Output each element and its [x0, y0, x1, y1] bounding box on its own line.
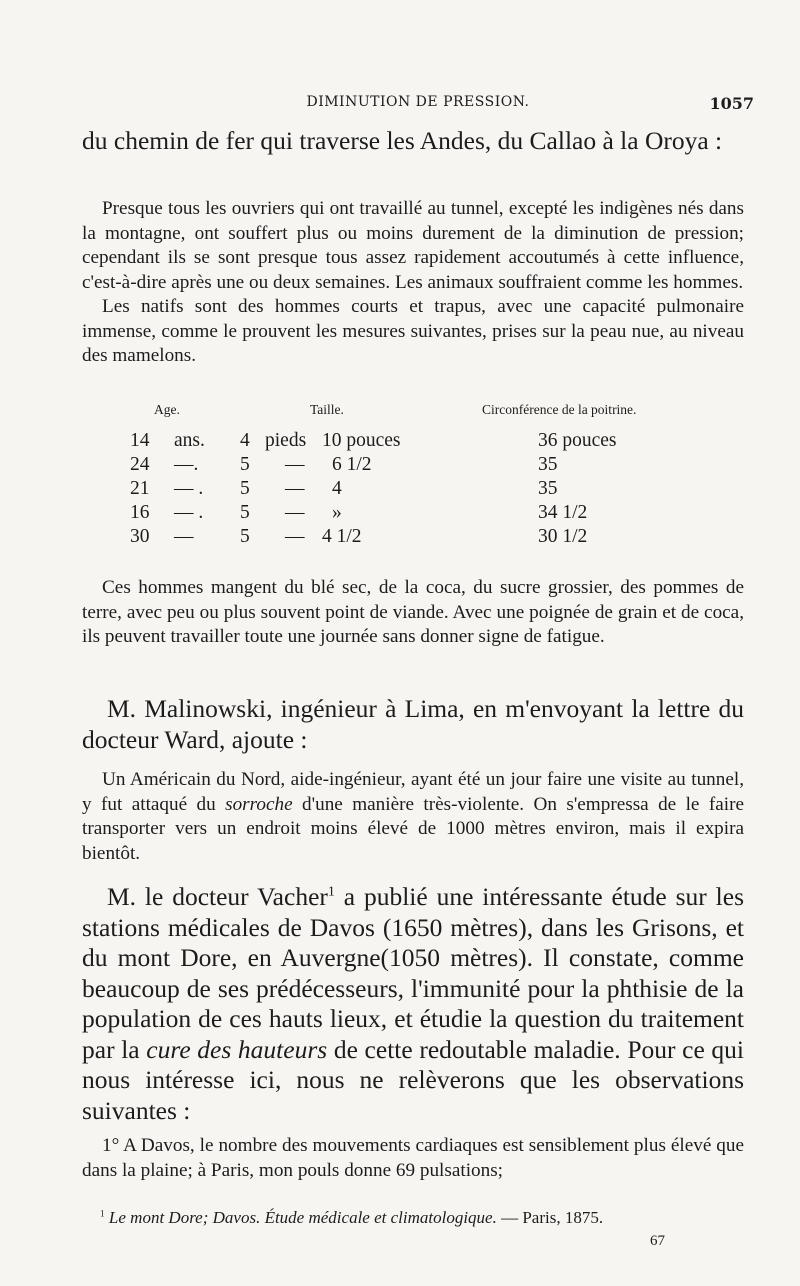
- table-row: 21 — . 5 — 4 35: [130, 478, 558, 499]
- running-title: DIMINUTION DE PRESSION.: [306, 94, 530, 110]
- signature-mark: 67: [650, 1233, 665, 1249]
- table-row: 16 — . 5 — » 34 1/2: [130, 502, 588, 523]
- quote-ward-p2: Les natifs sont des hommes courts et trapus, avec une capacité pulmonaire immense, comme le prouvent les mesures suivantes, prises sur la peau nue, au niveau des mamelons.: [82, 296, 744, 366]
- quote-ward-p1: Presque tous les ouvriers qui ont travaillé au tunnel, excepté les indigènes nés dans la montagne, ont souffert plus ou moins durement de la diminution de pression; cependant ils se sont presque tous assez rapidement accoutumés à cette influence, c'est-à-dire après une ou deux semaines. Les animaux souffraient comme les hommes.: [82, 198, 744, 293]
- italic-term: sorroche: [225, 793, 293, 815]
- table-row: 24 —. 5 — 6 1/2 35: [130, 454, 558, 475]
- quote-ward: [82, 197, 744, 369]
- vacher-paragraph: M. le docteur Vacher$^1$ a publié une intéressante étude sur les stations médicales de Davos (1650 mètres), dans les Grisons, et du mont Dore, en Auvergne(1050 mètres). Il constate, comme beaucoup de ses prédécesseurs, l'immunité pour la phthisie de la population de ces hauts lieux, et étudie la question du traitement par la cure des hauteurs de cette redoutable maladie. Pour ce qui nous intéresse ici, nous ne relèverons que les observations suivantes :: [82, 882, 745, 1125]
- malinowski-paragraph: M. Malinowski, ingénieur à Lima, en m'envoyant la lettre du docteur Ward, ajoute :: [82, 694, 744, 754]
- intro-paragraph: du chemin de fer qui traverse les Andes, du Callao à la Oroya :: [82, 126, 723, 155]
- italic-term: cure des hauteurs: [146, 1034, 328, 1064]
- table-header-height: Taille.: [310, 402, 344, 417]
- footnote: $^1$ Le mont Dore; Davos. Étude médicale et climatologique. — Paris, 1875.: [100, 1208, 604, 1227]
- table-row: 30 — 5 — 4 1/2 30 1/2: [130, 526, 588, 547]
- table-header-chest: Circonférence de la poitrine.: [482, 402, 637, 417]
- davos-observation: 1° A Davos, le nombre des mouvements cardiaques est sensiblement plus élevé que dans la plaine; à Paris, mon pouls donne 69 pulsations;: [82, 1135, 744, 1181]
- quote-ward-continued: Ces hommes mangent du blé sec, de la coca, du sucre grossier, des pommes de terre, avec peu ou plus souvent point de viande. Avec une poignée de grain et de coca, ils peuvent travailler toute une journée sans donner signe de fatigue.: [82, 577, 744, 647]
- footnote-mark: 1: [100, 1209, 105, 1220]
- quote-malinowski: Un Américain du Nord, aide-ingénieur, ayant été un jour faire une visite au tunnel, y fut attaqué du sorroche d'une manière très-violente. On s'empressa de le faire transporter vers un endroit moins élevé de 1000 mètres environ, mais il expira bientôt.: [82, 769, 744, 864]
- table-row: 14 ans. 4 pieds 10 pouces 36 pouces: [130, 430, 617, 451]
- table-header-age: Age.: [154, 402, 180, 417]
- running-header: [82, 94, 754, 116]
- footnote-reference[interactable]: 1: [327, 884, 335, 900]
- page-number: 1057: [709, 94, 754, 113]
